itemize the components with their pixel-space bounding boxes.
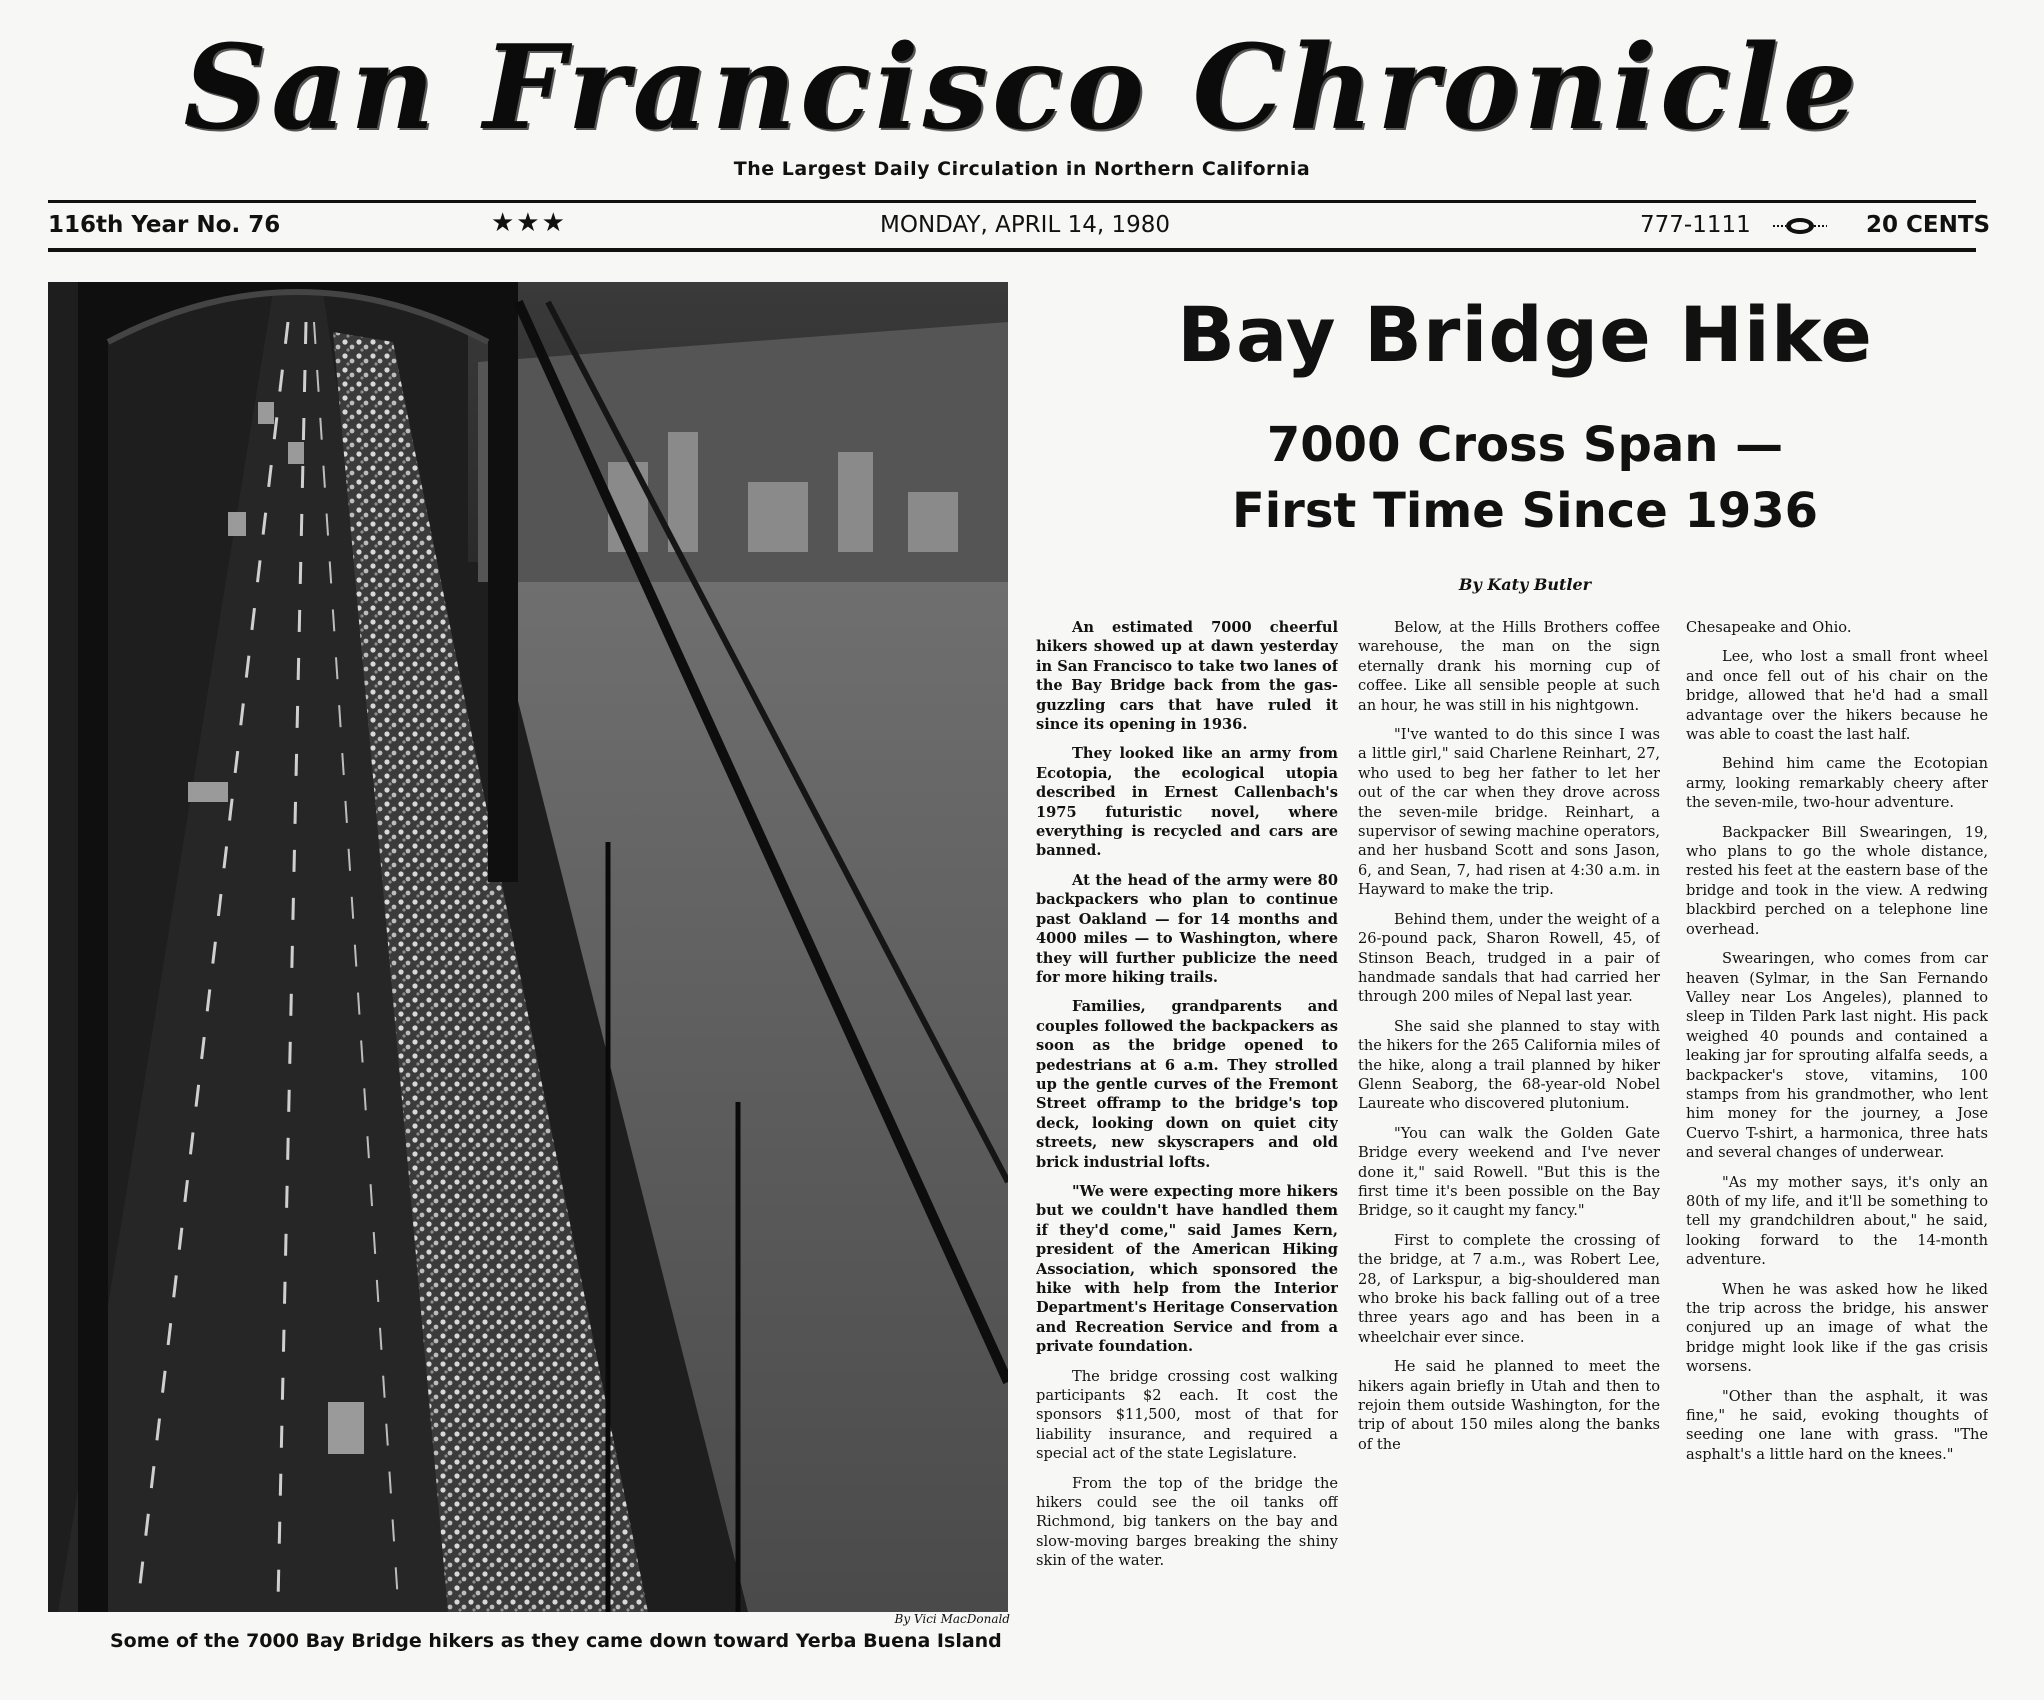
paragraph: At the head of the army were 80 backpackers who plan to continue past Oakland — for 14 months and 4000 miles — to Washington, where they will further publicize the need for more hiking trails. — [1036, 871, 1338, 986]
paragraph: The bridge crossing cost walking participants $2 each. It cost the sponsors $11,500, most of that for liability insurance, and required a special act of the state Legislature. — [1036, 1367, 1338, 1463]
paragraph: Below, at the Hills Brothers coffee warehouse, the man on the sign eternally drank his morning cup of coffee. Like all sensible people at such an hour, he was still in his nightgown. — [1358, 619, 1660, 714]
masthead-title: San Francisco Chronicle — [183, 20, 1861, 156]
article-column-3 — [1686, 618, 1988, 1648]
subhead-line-1: 7000 Cross Span — — [1266, 417, 1784, 473]
ornament-logo-icon — [1771, 216, 1829, 236]
paragraph: "We were expecting more hikers but we couldn't have handled them if they'd come," said James Kern, president of the American Hiking Association, which sponsored the hike with help from the Interior Department's Heritage Conservation and Recreation Service and from a private foundation. — [1036, 1182, 1338, 1356]
bridge-photo-illustration — [48, 282, 1008, 1612]
paragraph: Chesapeake and Ohio. — [1686, 619, 1852, 636]
year-number: 116th Year No. 76 — [48, 212, 281, 238]
paragraph: An estimated 7000 cheerful hikers showed up at dawn yesterday in San Francisco to take two lanes of the Bay Bridge back from the gas-guzzling cars that have ruled it since its opening in 1936. — [1036, 619, 1338, 734]
photo-credit: By Vici MacDonald — [894, 1612, 1010, 1626]
paragraph: Backpacker Bill Swearingen, 19, who plans to go the whole distance, rested his feet at the eastern base of the bridge and took in the view. A redwing blackbird perched on a telephone line overhead. — [1686, 823, 1988, 938]
subheadline — [1045, 412, 2005, 544]
dateline-top-rule — [48, 200, 1976, 203]
paragraph: Behind him came the Ecotopian army, looking remarkably cheery after the seven-mile, two-hour adventure. — [1686, 755, 1988, 812]
paragraph: "Other than the asphalt, it was fine," he said, evoking thoughts of seeding one lane with grass. "The asphalt's a little hard on the knees." — [1686, 1387, 1988, 1463]
paragraph: First to complete the crossing of the bridge, at 7 a.m., was Robert Lee, 28, of Larkspur, a big-shouldered man who broke his back falling out of a tree three years ago and has been in a wheelchair ever since. — [1358, 1231, 1660, 1346]
paragraph: "As my mother says, it's only an 80th of my life, and it'll be something to tell my grandchildren about," he said, looking forward to the 14-month adventure. — [1686, 1173, 1988, 1269]
bridge-photo — [48, 282, 1008, 1612]
article-column-2 — [1358, 618, 1660, 1648]
edition-stars: ★★★ — [491, 208, 567, 238]
paragraph: Swearingen, who comes from car heaven (Sylmar, in the San Fernando Valley near Los Angeles), planned to sleep in Tilden Park last night. His pack weighed 40 pounds and contained a leaking jar for sprouting alfalfa seeds, a backpacker's stove, vitamins, 100 stamps from his grandmother, who lent him money for the journey, a Jose Cuervo T-shirt, a harmonica, three hats and several changes of underwear. — [1686, 950, 1988, 1162]
photo-caption: Some of the 7000 Bay Bridge hikers as they came down toward Yerba Buena Island — [110, 1630, 1002, 1652]
paragraph: They looked like an army from Ecotopia, the ecological utopia described in Ernest Callenbach's 1975 futuristic novel, where everything is recycled and cars are banned. — [1036, 745, 1338, 860]
paragraph: "I've wanted to do this since I was a little girl," said Charlene Reinhart, 27, who used to beg her father to let her out of the car when they drove across the seven-mile bridge. Reinhart, a supervisor of sewing machine operators, and her husband Scott and sons Jason, 6, and Sean, 7, had risen at 4:30 a.m. in Hayward to make the trip. — [1358, 726, 1660, 899]
phone-number: 777-1111 — [1640, 212, 1751, 238]
paragraph: When he was asked how he liked the trip across the bridge, his answer conjured up an image of what the bridge might look like if the gas crisis worsens. — [1686, 1280, 1988, 1376]
headline: Bay Bridge Hike — [1177, 290, 1873, 379]
subhead-line-2: First Time Since 1936 — [1231, 483, 1819, 539]
masthead-tagline: The Largest Daily Circulation in Northern California — [733, 158, 1311, 180]
dateline-bar — [48, 204, 1991, 248]
issue-date: MONDAY, APRIL 14, 1980 — [880, 212, 1170, 238]
paragraph: He said he planned to meet the hikers again briefly in Utah and then to rejoin them outside Washington, for the trip of about 150 miles along the banks of the — [1358, 1358, 1660, 1453]
article-column-1 — [1036, 618, 1338, 1648]
dateline-bottom-rule — [48, 248, 1976, 252]
paragraph: Families, grandparents and couples followed the backpackers as soon as the bridge opened to pedestrians at 6 a.m. They strolled up the gentle curves of the Fremont Street offramp to the bridge's top deck, looking down on quiet city streets, new skyscrapers and old brick industrial lofts. — [1036, 998, 1338, 1171]
price: 20 CENTS — [1866, 212, 1991, 238]
paragraph: She said she planned to stay with the hikers for the 265 California miles of the hike, along a trail planned by hiker Glenn Seaborg, the 68-year-old Nobel Laureate who discovered plutonium. — [1358, 1017, 1660, 1113]
byline: By Katy Butler — [1458, 575, 1592, 594]
paragraph: Lee, who lost a small front wheel and once fell out of his chair on the bridge, allowed that he'd had a small advantage over the hikers because he was able to coast the last half. — [1686, 648, 1988, 744]
paragraph: "You can walk the Golden Gate Bridge every weekend and I've never done it," said Rowell. "But this is the first time it's been possible on the Bay Bridge, so it caught my fancy." — [1358, 1124, 1660, 1220]
paragraph: Behind them, under the weight of a 26-pound pack, Sharon Rowell, 45, of Stinson Beach, trudged in a pair of handmade sandals that had carried her through 200 miles of Nepal last year. — [1358, 910, 1660, 1006]
paragraph: From the top of the bridge the hikers could see the oil tanks off Richmond, big tankers on the bay and slow-moving barges breaking the shiny skin of the water. — [1036, 1474, 1338, 1570]
